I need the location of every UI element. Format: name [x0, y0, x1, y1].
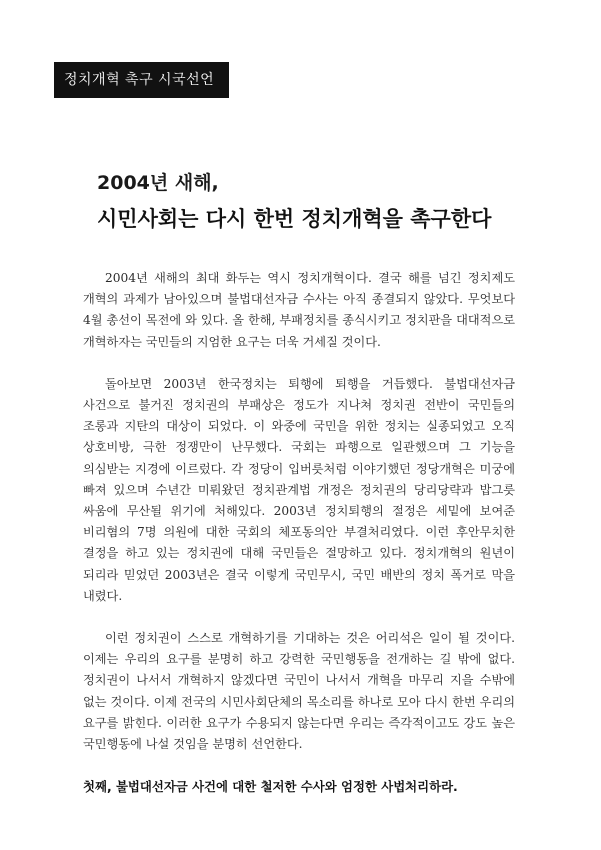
- title-block: [97, 170, 537, 234]
- main-title: 시민사회는 다시 한번 정치개혁을 촉구한다: [97, 207, 492, 231]
- section-tab-label: 정치개혁 촉구 시국선언: [54, 62, 229, 98]
- paragraph-review-2003: 돌아보면 2003년 한국정치는 퇴행에 퇴행을 거듭했다. 불법대선자금 사건으로 불거진 정치권의 부패상은 정도가 지나쳐 정치권 전반이 국민들의 조롱과 지탄의 대상이 되었다. 이 와중에 국민을 위한 정치는 실종되었고 오직 상호비방, 극한 정쟁만이 난무했다. 국회는 파행으로 일관했으며 그 기능을 의심받는 지경에 이르렀다. 각 정당이 입버릇처럼 이야기했던 정당개혁은 미궁에 빠져 있으며 수년간 미뤄왔던 정치관계법 개정은 정치권의 당리당략과 밥그릇 싸움에 무산될 위기에 처해있다. 2003년 정치퇴행의 절정은 세밑에 보여준 비리혐의 7명 의원에 대한 국회의 체포동의안 부결처리였다. 이런 후안무치한 결정을 하고 있는 정치권에 대해 국민들은 절망하고 있다. 정치개혁의 원년이 되리라 믿었던 2003년은 결국 이렇게 국민무시, 국민 배반의 정치 폭거로 막을 내렸다.: [83, 376, 515, 603]
- paragraph-intro: 2004년 새해의 최대 화두는 역시 정치개혁이다. 결국 해를 넘긴 정치제도 개혁의 과제가 남아있으며 불법대선자금 수사는 아직 종결되지 않았다. 무엇보다 4월 총선이 목전에 와 있다. 올 한해, 부패정치를 종식시키고 정치판을 대대적으로 개혁하자는 국민들의 지엄한 요구는 더욱 거세질 것이다.: [83, 271, 515, 349]
- paragraph-call-to-action: 이런 정치권이 스스로 개혁하기를 기대하는 것은 어리석은 일이 될 것이다. 이제는 우리의 요구를 분명히 하고 강력한 국민행동을 전개하는 길 밖에 없다. 정치권이 나서서 개혁하지 않겠다면 국민이 나서서 개혁을 마무리 지을 수밖에 없는 것이다. 이제 전국의 시민사회단체의 목소리를 하나로 모아 다시 한번 우리의 요구를 밝힌다. 이러한 요구가 수용되지 않는다면 우리는 즉각적이고도 강도 높은 국민행동에 나설 것임을 분명히 선언한다.: [83, 631, 515, 752]
- title-date-line: 2004년 새해,: [97, 172, 219, 194]
- demand-item-1: 첫째, 불법대선자금 사건에 대한 철저한 수사와 엄정한 사법처리하라.: [83, 779, 458, 795]
- statement-body: [83, 268, 515, 797]
